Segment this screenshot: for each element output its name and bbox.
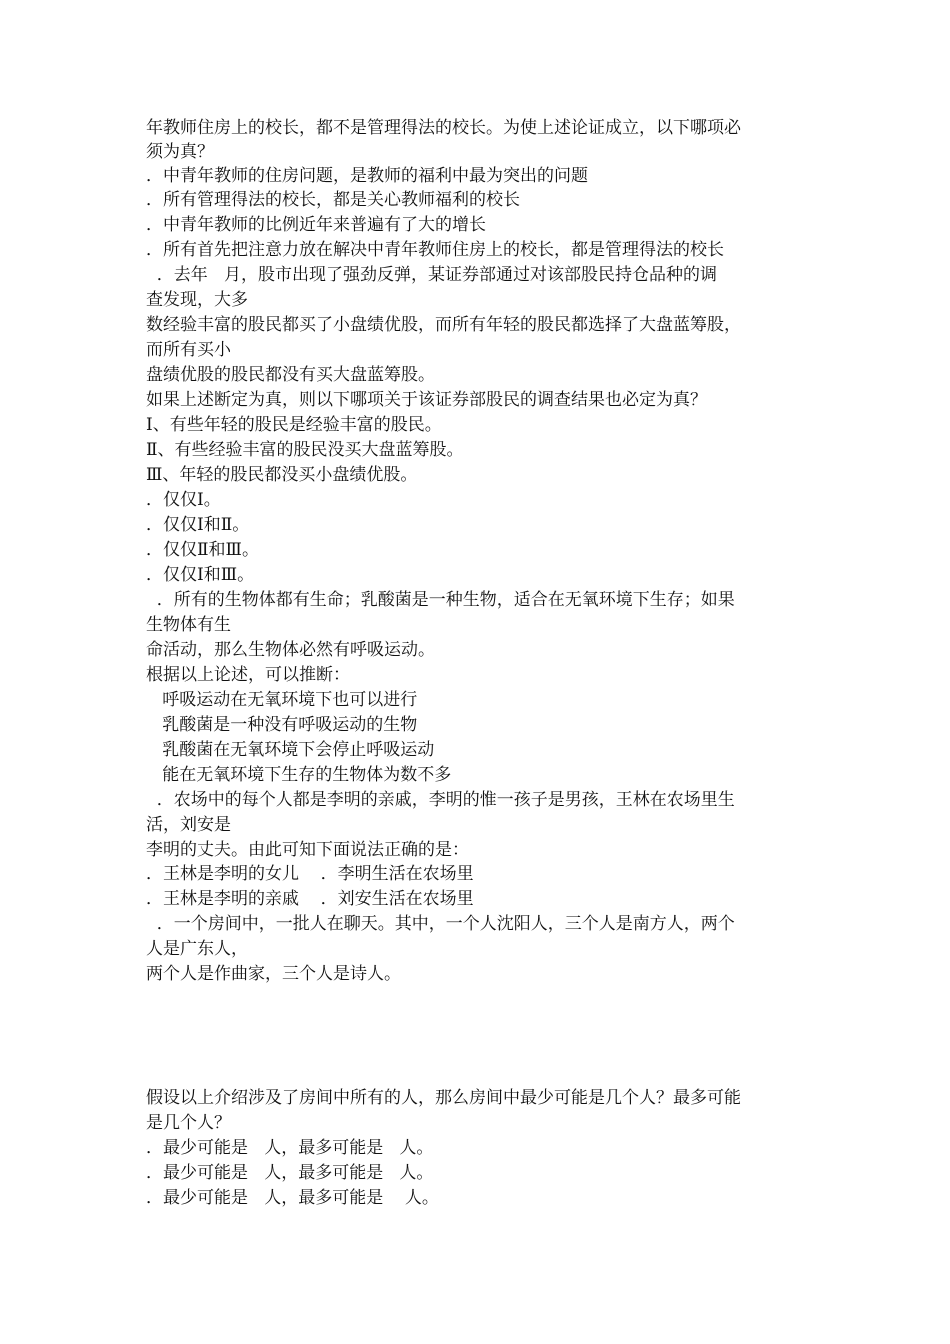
text-line: 数经验丰富的股民都买了小盘绩优股，而所有年轻的股民都选择了大盘蓝筹股， xyxy=(146,315,741,335)
text-line: ．所有管理得法的校长，都是关心教师福利的校长 xyxy=(146,190,520,210)
text-line: 呼吸运动在无氧环境下也可以进行 xyxy=(146,690,418,710)
text-line: 盘绩优股的股民都没有买大盘蓝筹股。 xyxy=(146,365,435,385)
text-line: ．最少可能是 人，最多可能是 人。 xyxy=(146,1138,434,1158)
text-line: ．中青年教师的住房问题，是教师的福利中最为突出的问题 xyxy=(146,166,588,186)
text-line: ．仅仅Ⅰ和Ⅲ。 xyxy=(146,565,255,585)
text-line: Ⅰ、有些年轻的股民是经验丰富的股民。 xyxy=(146,415,442,435)
text-line: 生物体有生 xyxy=(146,615,231,635)
text-line: 两个人是作曲家，三个人是诗人。 xyxy=(146,964,401,984)
text-line: 而所有买小 xyxy=(146,340,231,360)
text-line: ．王林是李明的女儿 ．李明生活在农场里 xyxy=(146,864,474,884)
text-line: 人是广东人， xyxy=(146,939,248,959)
text-line: ．农场中的每个人都是李明的亲戚，李明的惟一孩子是男孩，王林在农场里生 xyxy=(146,790,735,810)
text-line: 李明的丈夫。由此可知下面说法正确的是： xyxy=(146,840,469,860)
text-line: 如果上述断定为真，则以下哪项关于该证券部股民的调查结果也必定为真？ xyxy=(146,390,707,410)
text-line: ．中青年教师的比例近年来普遍有了大的增长 xyxy=(146,215,486,235)
text-line: ．最少可能是 人，最多可能是 人。 xyxy=(146,1163,434,1183)
text-line: 乳酸菌是一种没有呼吸运动的生物 xyxy=(146,715,418,735)
text-line: ．仅仅Ⅰ。 xyxy=(146,490,221,510)
text-line: ．仅仅Ⅰ和Ⅱ。 xyxy=(146,515,250,535)
text-line: 活，刘安是 xyxy=(146,815,231,835)
text-line: ．去年 月，股市出现了强劲反弹，某证券部通过对该部股民持仓品种的调 xyxy=(146,265,718,285)
text-line: ．所有的生物体都有生命；乳酸菌是一种生物，适合在无氧环境下生存；如果 xyxy=(146,590,735,610)
text-line: 查发现，大多 xyxy=(146,290,248,310)
text-line: 年教师住房上的校长，都不是管理得法的校长。为使上述论证成立，以下哪项必 xyxy=(146,118,741,138)
text-line: 假设以上介绍涉及了房间中所有的人，那么房间中最少可能是几个人？最多可能 xyxy=(146,1088,741,1108)
text-line: 根据以上论述，可以推断： xyxy=(146,665,350,685)
text-line: ．仅仅Ⅱ和Ⅲ。 xyxy=(146,540,259,560)
text-line: Ⅱ、有些经验丰富的股民没买大盘蓝筹股。 xyxy=(146,440,464,460)
text-line: Ⅲ、年轻的股民都没买小盘绩优股。 xyxy=(146,465,418,485)
text-line: 乳酸菌在无氧环境下会停止呼吸运动 xyxy=(146,740,435,760)
text-line: 能在无氧环境下生存的生物体为数不多 xyxy=(146,765,452,785)
text-line: 命活动，那么生物体必然有呼吸运动。 xyxy=(146,640,435,660)
text-line: ．所有首先把注意力放在解决中青年教师住房上的校长，都是管理得法的校长 xyxy=(146,240,724,260)
text-line: 须为真？ xyxy=(146,142,214,162)
text-line: ．一个房间中，一批人在聊天。其中，一个人沈阳人，三个人是南方人，两个 xyxy=(146,914,735,934)
text-line: ．最少可能是 人，最多可能是 人。 xyxy=(146,1188,439,1208)
text-line: ．王林是李明的亲戚 ．刘安生活在农场里 xyxy=(146,889,474,909)
text-line: 是几个人？ xyxy=(146,1113,231,1133)
